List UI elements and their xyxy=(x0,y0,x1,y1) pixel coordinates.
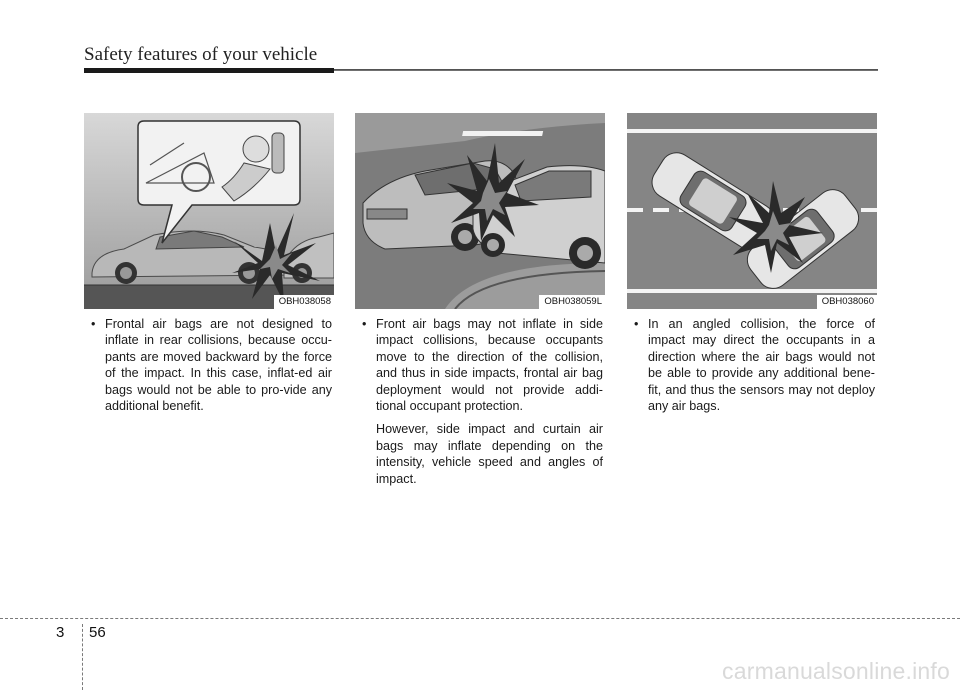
rear-collision-illustration xyxy=(84,113,334,309)
figure-rear-collision xyxy=(84,113,334,309)
bullet-icon: • xyxy=(362,317,367,331)
figure-code: OBH038059L xyxy=(539,295,605,309)
figure-code: OBH038060 xyxy=(817,295,877,309)
side-impact-illustration xyxy=(355,113,605,309)
text-column-3 xyxy=(629,316,875,414)
page-number: 56 xyxy=(89,624,106,641)
bullet-text: Frontal air bags are not designed to inflate in rear collisions, because occu-pants are moved backward by the force of the impact. In this case, inflat-ed air bags would not be able to pro-vide any additional benefit. xyxy=(105,317,332,414)
header-rule xyxy=(84,68,878,73)
figure-angled-collision xyxy=(627,113,877,309)
watermark: carmanualsonline.info xyxy=(722,658,950,684)
angled-collision-illustration xyxy=(627,113,877,309)
text-column-1 xyxy=(86,316,332,414)
text-column-2 xyxy=(357,316,603,487)
bullet-text: Front air bags may not inflate in side impact collisions, because occupants move to the direction of the collision, and thus in side impacts, frontal air bag deployment would not provide addi-tional occupant protection. xyxy=(376,317,603,414)
bullet-subparagraph: However, side impact and curtain air bags may inflate depending on the intensity, vehicle speed and angles of impact. xyxy=(376,422,603,486)
footer-divider xyxy=(0,618,960,620)
section-number: 3 xyxy=(56,624,65,641)
bullet-item xyxy=(86,316,332,414)
figure-side-impact xyxy=(355,113,605,309)
bullet-text: In an angled collision, the force of impact may direct the occupants in a direction where the air bags would not be able to provide any additional bene-fit, and thus the sensors may not deploy any air bags. xyxy=(648,317,875,414)
figure-code: OBH038058 xyxy=(274,295,334,309)
page-number-divider xyxy=(82,624,83,690)
bullet-item xyxy=(629,316,875,414)
page-title: Safety features of your vehicle xyxy=(84,44,318,65)
bullet-item xyxy=(357,316,603,414)
bullet-icon: • xyxy=(91,317,96,331)
bullet-icon: • xyxy=(634,317,639,331)
